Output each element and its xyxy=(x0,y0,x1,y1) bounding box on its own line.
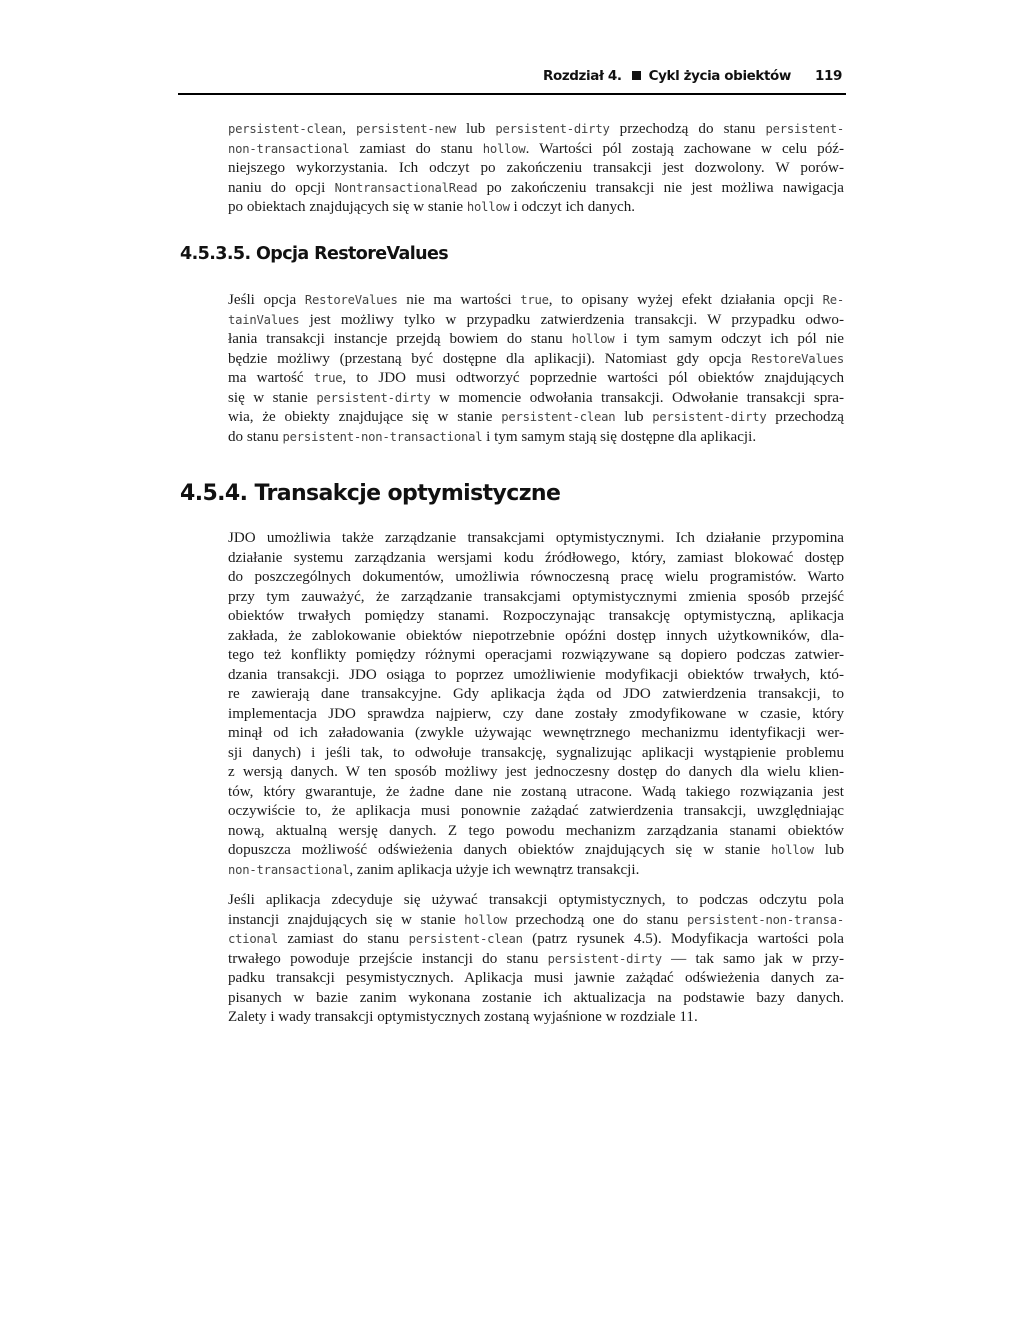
text-line xyxy=(228,568,844,588)
text-line xyxy=(228,408,844,428)
inline-code: non-transactional xyxy=(228,862,350,877)
paragraph xyxy=(228,529,844,880)
text-line xyxy=(228,120,844,140)
paragraph xyxy=(228,291,844,447)
text-run: niejszego wykorzystania. Ich odczyt po zakończeniu transakcji jest dozwolony. W porów- xyxy=(228,160,844,176)
inline-code: true xyxy=(520,293,549,307)
inline-code: non-transactional xyxy=(228,141,350,156)
text-line xyxy=(228,159,844,179)
page-number: 119 xyxy=(815,68,842,84)
text-run: sji danych) i jeśli tak, to odwołuje transakcję, sygnalizując aplikacji wystąpienie problemu xyxy=(228,744,844,761)
inline-code: Re- xyxy=(822,293,844,307)
text-run: naniu do opcji xyxy=(228,179,335,196)
text-run: przechodzą do stanu xyxy=(609,121,766,137)
text-run: lub xyxy=(813,842,844,858)
text-run: Jeśli aplikacja zdecyduje się używać transakcji optymistycznych, to podczas odczytu pola xyxy=(228,892,844,908)
inline-code: NontransactionalRead xyxy=(334,180,478,195)
text-run: , xyxy=(342,121,357,137)
inline-code: hollow xyxy=(482,141,526,156)
inline-code: hollow xyxy=(771,843,814,857)
text-run: Jeśli opcja xyxy=(228,292,305,308)
inline-code: RestoreValues xyxy=(304,293,398,307)
text-run: po obiektach znajdujących się w stanie xyxy=(228,199,467,215)
text-line xyxy=(228,930,844,950)
text-run: . Wartości pól zostają zachowane w celu póź- xyxy=(525,140,844,157)
text-run: ma wartość xyxy=(228,370,314,386)
text-run: (patrz rysunek 4.5). Modyfikacja wartości pola xyxy=(522,931,844,947)
text-line xyxy=(228,198,844,218)
text-run: i tym samym stają się dostępne dla aplikacji. xyxy=(482,428,757,445)
text-run: , to opisany wyżej efekt działania opcji xyxy=(548,292,823,308)
text-run: zamiast do stanu xyxy=(349,140,483,157)
text-run: re zawierają dane transakcyjne. Gdy aplikacja żąda od JDO zatwierdzenia transakcji, to xyxy=(228,686,844,702)
text-line xyxy=(228,428,844,448)
inline-code: persistent-clean xyxy=(408,932,523,946)
running-header-content xyxy=(543,68,842,84)
inline-code: persistent-non-transa- xyxy=(686,912,844,927)
text-run: dopuszcza możliwość odświeżenia danych obiektów znajdujących się w stanie xyxy=(228,842,771,858)
text-run: po zakończeniu transakcji nie jest możliwa nawigacja xyxy=(477,179,844,196)
text-run: Zalety i wady transakcji optymistycznych zostaną wyjaśnione w rozdziale 11. xyxy=(228,1009,698,1025)
inline-code: hollow xyxy=(464,912,507,927)
paragraph xyxy=(228,120,844,218)
text-run: działanie systemu zarządzania wersjami kodu źródłowego, który, zamiast blokować dostęp xyxy=(228,549,844,566)
text-line xyxy=(228,389,844,409)
chapter-title: Cykl życia obiektów xyxy=(648,68,792,84)
text-line xyxy=(228,350,844,370)
text-run: w momencie odwołania transakcji. Odwołanie transakcji spra- xyxy=(430,389,844,406)
text-line xyxy=(228,724,844,744)
text-line xyxy=(228,140,844,160)
text-line xyxy=(228,911,844,931)
inline-code: hollow xyxy=(571,332,615,346)
text-line xyxy=(228,763,844,783)
inline-code: ctional xyxy=(228,932,278,946)
inline-code: RestoreValues xyxy=(751,351,844,366)
text-run: , to JDO musi odtworzyć poprzednie wartości pól obiektów znajdujących xyxy=(342,370,844,386)
text-run: wia, że obiekty znajdujące się w stanie xyxy=(228,409,502,425)
text-run: implementacja JDO sprawdza najpierw, czy dane zostały zmodyfikowane w czasie, który xyxy=(228,705,844,722)
inline-code: tainValues xyxy=(228,312,300,327)
text-line xyxy=(228,861,844,881)
text-run: jest możliwy tylko w przypadku zatwierdzenia transakcji. W przypadku odwo- xyxy=(299,311,844,328)
text-run: tego też konflikty pomiędzy różnymi operacjami rozwiązywane są dopiero podczas zatwier- xyxy=(228,647,844,663)
text-run: , zanim aplikacja użyje ich wewnątrz transakcji. xyxy=(349,861,640,878)
text-line xyxy=(228,330,844,350)
text-run: łania transakcji instancje przejdą bowiem do stanu xyxy=(228,331,572,347)
text-run: przechodzą one do stanu xyxy=(506,911,687,928)
text-run: padku transakcji pesymistycznych. Aplikacja musi jawnie zażądać odświeżenia danych za- xyxy=(228,970,844,986)
chapter-label: Rozdział 4. xyxy=(542,68,622,84)
text-line xyxy=(228,529,844,549)
text-run: nie ma wartości xyxy=(397,292,521,308)
text-run: się w stanie xyxy=(228,389,317,406)
text-line xyxy=(228,311,844,331)
text-line xyxy=(228,291,844,311)
text-run: minął od ich załadowania (zwykle używając wewnętrznego mechanizmu identyfikacji wer- xyxy=(228,725,844,741)
text-run: do stanu xyxy=(228,428,283,445)
text-line xyxy=(228,588,844,608)
text-line xyxy=(228,179,844,199)
text-run: do poszczególnych dokumentów, umożliwia równoczesną pracę wielu programistów. Warto xyxy=(228,569,844,585)
inline-code: persistent-non-transactional xyxy=(282,429,483,444)
text-run: instancji znajdujących się w stanie xyxy=(228,911,465,928)
section-heading-optimistic-transactions: 4.5.4. Transakcje optymistyczne xyxy=(180,481,561,506)
inline-code: persistent-dirty xyxy=(652,410,767,424)
text-run: oczywiście to, że aplikacja musi ponownie zażądać zatwierdzenia transakcji, uwzględniając xyxy=(228,803,844,819)
text-run: zakłada, że zablokowanie obiektów niepotrzebnie opóźni dostęp innych użytkowników, dla- xyxy=(228,627,844,644)
inline-code: persistent- xyxy=(765,122,845,136)
text-line xyxy=(228,607,844,627)
text-run: pisanych w bazie zanim wykonana zostanie ich aktualizacja na podstawie bazy danych. xyxy=(228,989,844,1006)
section-heading-restore-values: 4.5.3.5. Opcja RestoreValues xyxy=(180,244,449,264)
text-line xyxy=(228,891,844,911)
text-run: będzie możliwy (przestaną być dostępne dla aplikacji). Natomiast gdy opcja xyxy=(228,350,752,367)
text-line xyxy=(228,685,844,705)
square-bullet-icon xyxy=(632,71,641,80)
text-line xyxy=(228,705,844,725)
text-run: przy tym zauważyć, że zarządzanie transakcjami optymistycznymi zmienia sposób przejść xyxy=(228,588,844,605)
text-run: i tym samym odczyt ich pól nie xyxy=(614,331,845,347)
text-line xyxy=(228,822,844,842)
inline-code: persistent-dirty xyxy=(547,951,662,966)
inline-code: persistent-new xyxy=(356,122,456,136)
text-line xyxy=(228,802,844,822)
text-run: JDO umożliwia także zarządzanie transakcjami optymistycznymi. Ich działanie przypomina xyxy=(228,530,844,546)
inline-code: persistent-dirty xyxy=(495,122,610,136)
text-line xyxy=(228,950,844,970)
text-run: trwałego powoduje przejście instancji do stanu xyxy=(228,950,548,967)
inline-code: persistent-dirty xyxy=(316,390,431,405)
text-line xyxy=(228,549,844,569)
text-run: — tak samo jak w przy- xyxy=(661,950,844,967)
text-run: i odczyt ich danych. xyxy=(509,199,636,215)
text-run: zamiast do stanu xyxy=(277,931,409,947)
text-run: nową, aktualną wersję danych. Z tego powodu mechanizm zarządzania stanami obiektów xyxy=(228,822,844,839)
text-line xyxy=(228,666,844,686)
inline-code: hollow xyxy=(466,200,510,214)
text-line xyxy=(228,783,844,803)
text-run: lub xyxy=(615,409,653,425)
inline-code: persistent-clean xyxy=(501,410,616,424)
text-line xyxy=(228,744,844,764)
text-run: lub xyxy=(455,121,496,137)
text-line xyxy=(228,627,844,647)
text-line xyxy=(228,646,844,666)
inline-code: persistent-clean xyxy=(228,122,343,136)
paragraph xyxy=(228,891,844,1028)
text-run: tów, który gwarantuje, że żadne dane nie zostaną utracone. Wadą takiego rozwiązania jest xyxy=(228,783,844,800)
text-line xyxy=(228,841,844,861)
text-run: przechodzą xyxy=(766,409,844,425)
text-run: obiektów trwałych pomiędzy stanami. Rozpoczynając transakcję optymistyczną, aplikacja xyxy=(228,608,844,624)
text-run: z wersją danych. W ten sposób możliwy jest jednoczesny dostęp do danych dla wielu klien- xyxy=(228,764,844,780)
text-line xyxy=(228,989,844,1009)
text-run: dzania transakcji. JDO osiąga to poprzez umożliwienie modyfikacji obiektów trwałych, któ- xyxy=(228,666,844,683)
text-line xyxy=(228,369,844,389)
text-line xyxy=(228,969,844,989)
inline-code: true xyxy=(313,371,343,385)
text-line xyxy=(228,1008,844,1028)
running-header xyxy=(178,66,846,95)
